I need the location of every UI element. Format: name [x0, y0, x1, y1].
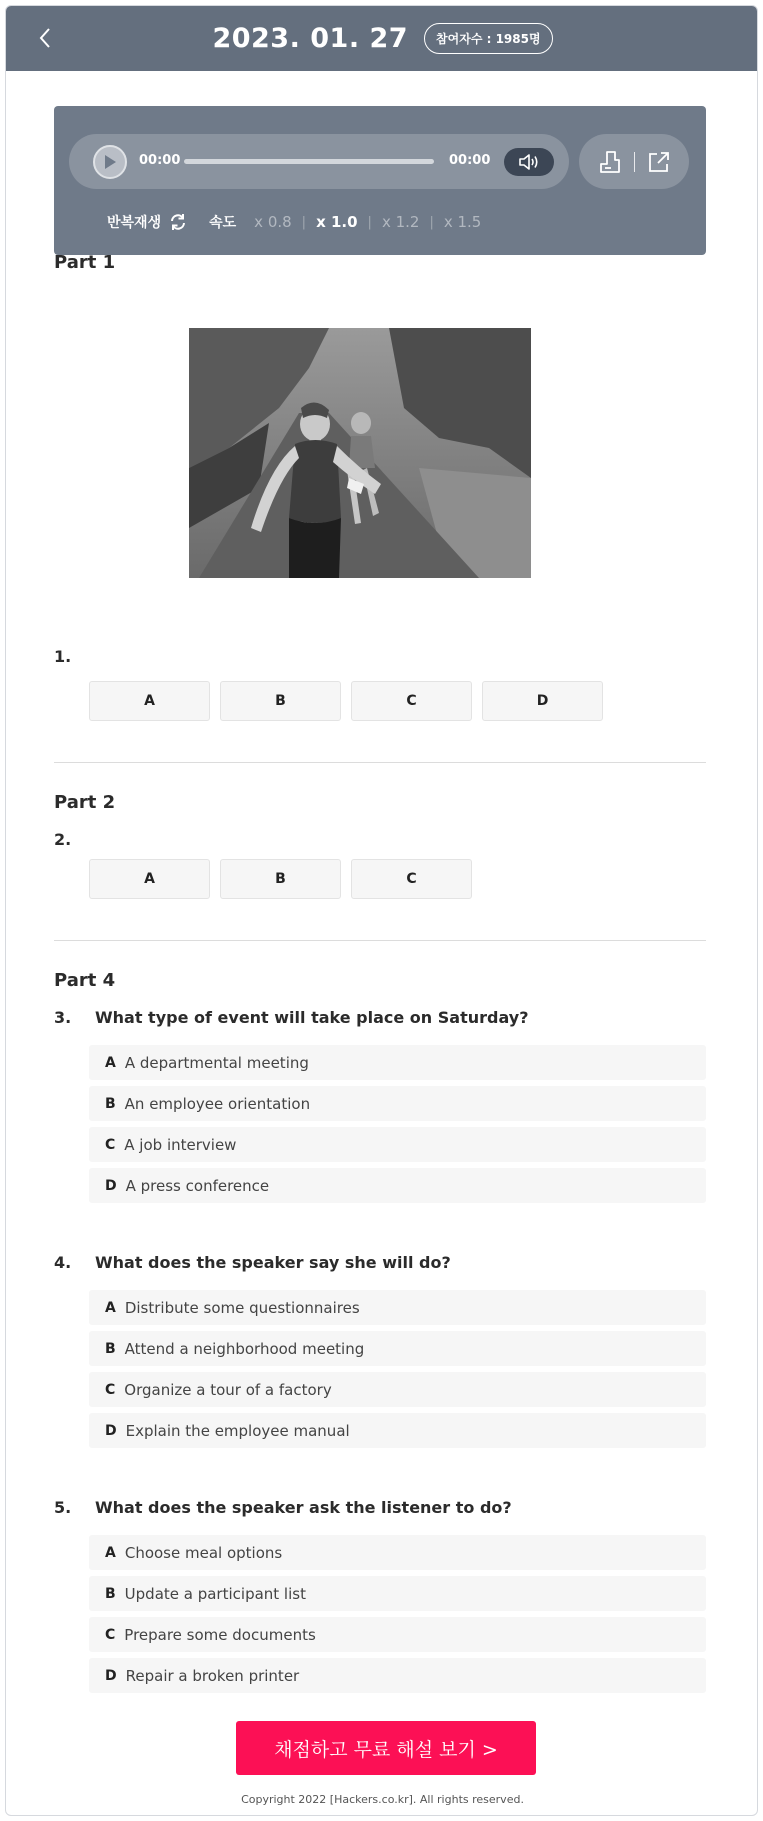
tool-divider [634, 152, 635, 172]
question-text-5: What does the speaker ask the listener to do? [95, 1498, 512, 1517]
participants-badge: 참여자수 : 1985명 [424, 23, 553, 54]
option-text: Explain the employee manual [125, 1421, 350, 1440]
progress-track[interactable] [184, 159, 434, 164]
option-letter: B [105, 1585, 116, 1602]
part-2-title: Part 2 [54, 792, 116, 813]
option-text: An employee orientation [124, 1094, 311, 1113]
option-text: Update a participant list [124, 1584, 306, 1603]
option-q3-b[interactable] [89, 1086, 706, 1121]
answer-button-q1-c[interactable]: C [351, 681, 472, 721]
section-divider [54, 940, 706, 941]
repeat-icon [168, 212, 188, 232]
answer-button-q1-a[interactable]: A [89, 681, 210, 721]
option-letter: D [105, 1177, 117, 1194]
part-4-title: Part 4 [54, 970, 116, 991]
option-letter: A [105, 1299, 116, 1316]
speed-divider: | [301, 214, 307, 230]
option-q4-b[interactable] [89, 1331, 706, 1366]
option-letter: D [105, 1422, 117, 1439]
section-divider [54, 762, 706, 763]
option-q3-c[interactable] [89, 1127, 706, 1162]
speed-divider: | [367, 214, 372, 230]
current-time: 00:00 [139, 153, 181, 168]
question-text-3: What type of event will take place on Saturday? [95, 1008, 529, 1027]
speed-option-0-8[interactable]: x 0.8 [254, 213, 292, 231]
question-text-4: What does the speaker say she will do? [95, 1253, 451, 1272]
option-text: Choose meal options [124, 1543, 283, 1562]
answer-button-q2-b[interactable]: B [220, 859, 341, 899]
option-letter: C [105, 1381, 116, 1398]
option-text: Repair a broken printer [125, 1666, 300, 1685]
copyright-text: Copyright 2022 [Hackers.co.kr]. All rights reserved. [241, 1793, 524, 1806]
page-frame [5, 5, 758, 1816]
back-button[interactable] [30, 23, 60, 53]
option-letter: D [105, 1667, 117, 1684]
option-q4-c[interactable] [89, 1372, 706, 1407]
options-q5 [89, 1535, 706, 1699]
option-letter: A [105, 1054, 116, 1071]
option-letter: C [105, 1626, 116, 1643]
question-number-1: 1. [54, 647, 72, 666]
speed-option-1-5[interactable]: x 1.5 [443, 213, 482, 231]
option-q3-a[interactable] [89, 1045, 706, 1080]
submit-button[interactable]: 채점하고 무료 해설 보기 > [236, 1721, 536, 1775]
answer-button-q2-a[interactable]: A [89, 859, 210, 899]
repeat-label: 반복재생 [107, 215, 162, 231]
option-text: Prepare some documents [124, 1625, 316, 1644]
question-number-4: 4. [54, 1253, 72, 1272]
option-text: A press conference [125, 1176, 270, 1195]
options-q4 [89, 1290, 706, 1454]
play-button[interactable] [93, 145, 127, 179]
speed-option-1-2[interactable]: x 1.2 [381, 213, 420, 231]
part-1-title: Part 1 [54, 252, 116, 273]
question-number-2: 2. [54, 830, 72, 849]
answer-row-q1 [89, 681, 603, 721]
speed-controls [107, 210, 481, 234]
option-text: Attend a neighborhood meeting [124, 1339, 365, 1358]
option-text: Organize a tour of a factory [124, 1380, 332, 1399]
external-link-icon [647, 150, 671, 174]
question-number-3: 3. [54, 1008, 72, 1027]
speed-label: 속도 [209, 215, 237, 231]
player-controls [69, 134, 569, 189]
answer-row-q2 [89, 859, 472, 899]
chevron-left-icon [38, 27, 52, 49]
option-q4-d[interactable] [89, 1413, 706, 1448]
option-q5-b[interactable] [89, 1576, 706, 1611]
option-letter: B [105, 1340, 116, 1357]
option-text: A job interview [124, 1135, 237, 1154]
player-tools [579, 134, 689, 189]
page-title: 2023. 01. 27 [212, 23, 409, 54]
speed-option-1-0[interactable]: x 1.0 [316, 213, 358, 231]
answer-button-q1-b[interactable]: B [220, 681, 341, 721]
option-text: A departmental meeting [124, 1053, 309, 1072]
options-q3 [89, 1045, 706, 1209]
audio-player [54, 106, 706, 255]
question-number-5: 5. [54, 1498, 72, 1517]
share-button[interactable] [643, 146, 675, 178]
option-q5-c[interactable] [89, 1617, 706, 1652]
save-button[interactable] [594, 146, 626, 178]
volume-button[interactable] [504, 148, 554, 176]
question-photo [189, 328, 531, 578]
option-q3-d[interactable] [89, 1168, 706, 1203]
answer-button-q1-d[interactable]: D [482, 681, 603, 721]
answer-button-q2-c[interactable]: C [351, 859, 472, 899]
option-letter: A [105, 1544, 116, 1561]
header-bar [6, 6, 758, 71]
total-time: 00:00 [449, 153, 491, 168]
repeat-button[interactable] [167, 211, 189, 233]
option-text: Distribute some questionnaires [124, 1298, 360, 1317]
option-q5-a[interactable] [89, 1535, 706, 1570]
option-letter: B [105, 1095, 116, 1112]
option-q4-a[interactable] [89, 1290, 706, 1325]
play-icon [103, 154, 117, 170]
option-letter: C [105, 1136, 116, 1153]
speaker-icon [518, 153, 540, 171]
option-q5-d[interactable] [89, 1658, 706, 1693]
speed-divider: | [429, 214, 434, 230]
save-icon [599, 150, 621, 174]
